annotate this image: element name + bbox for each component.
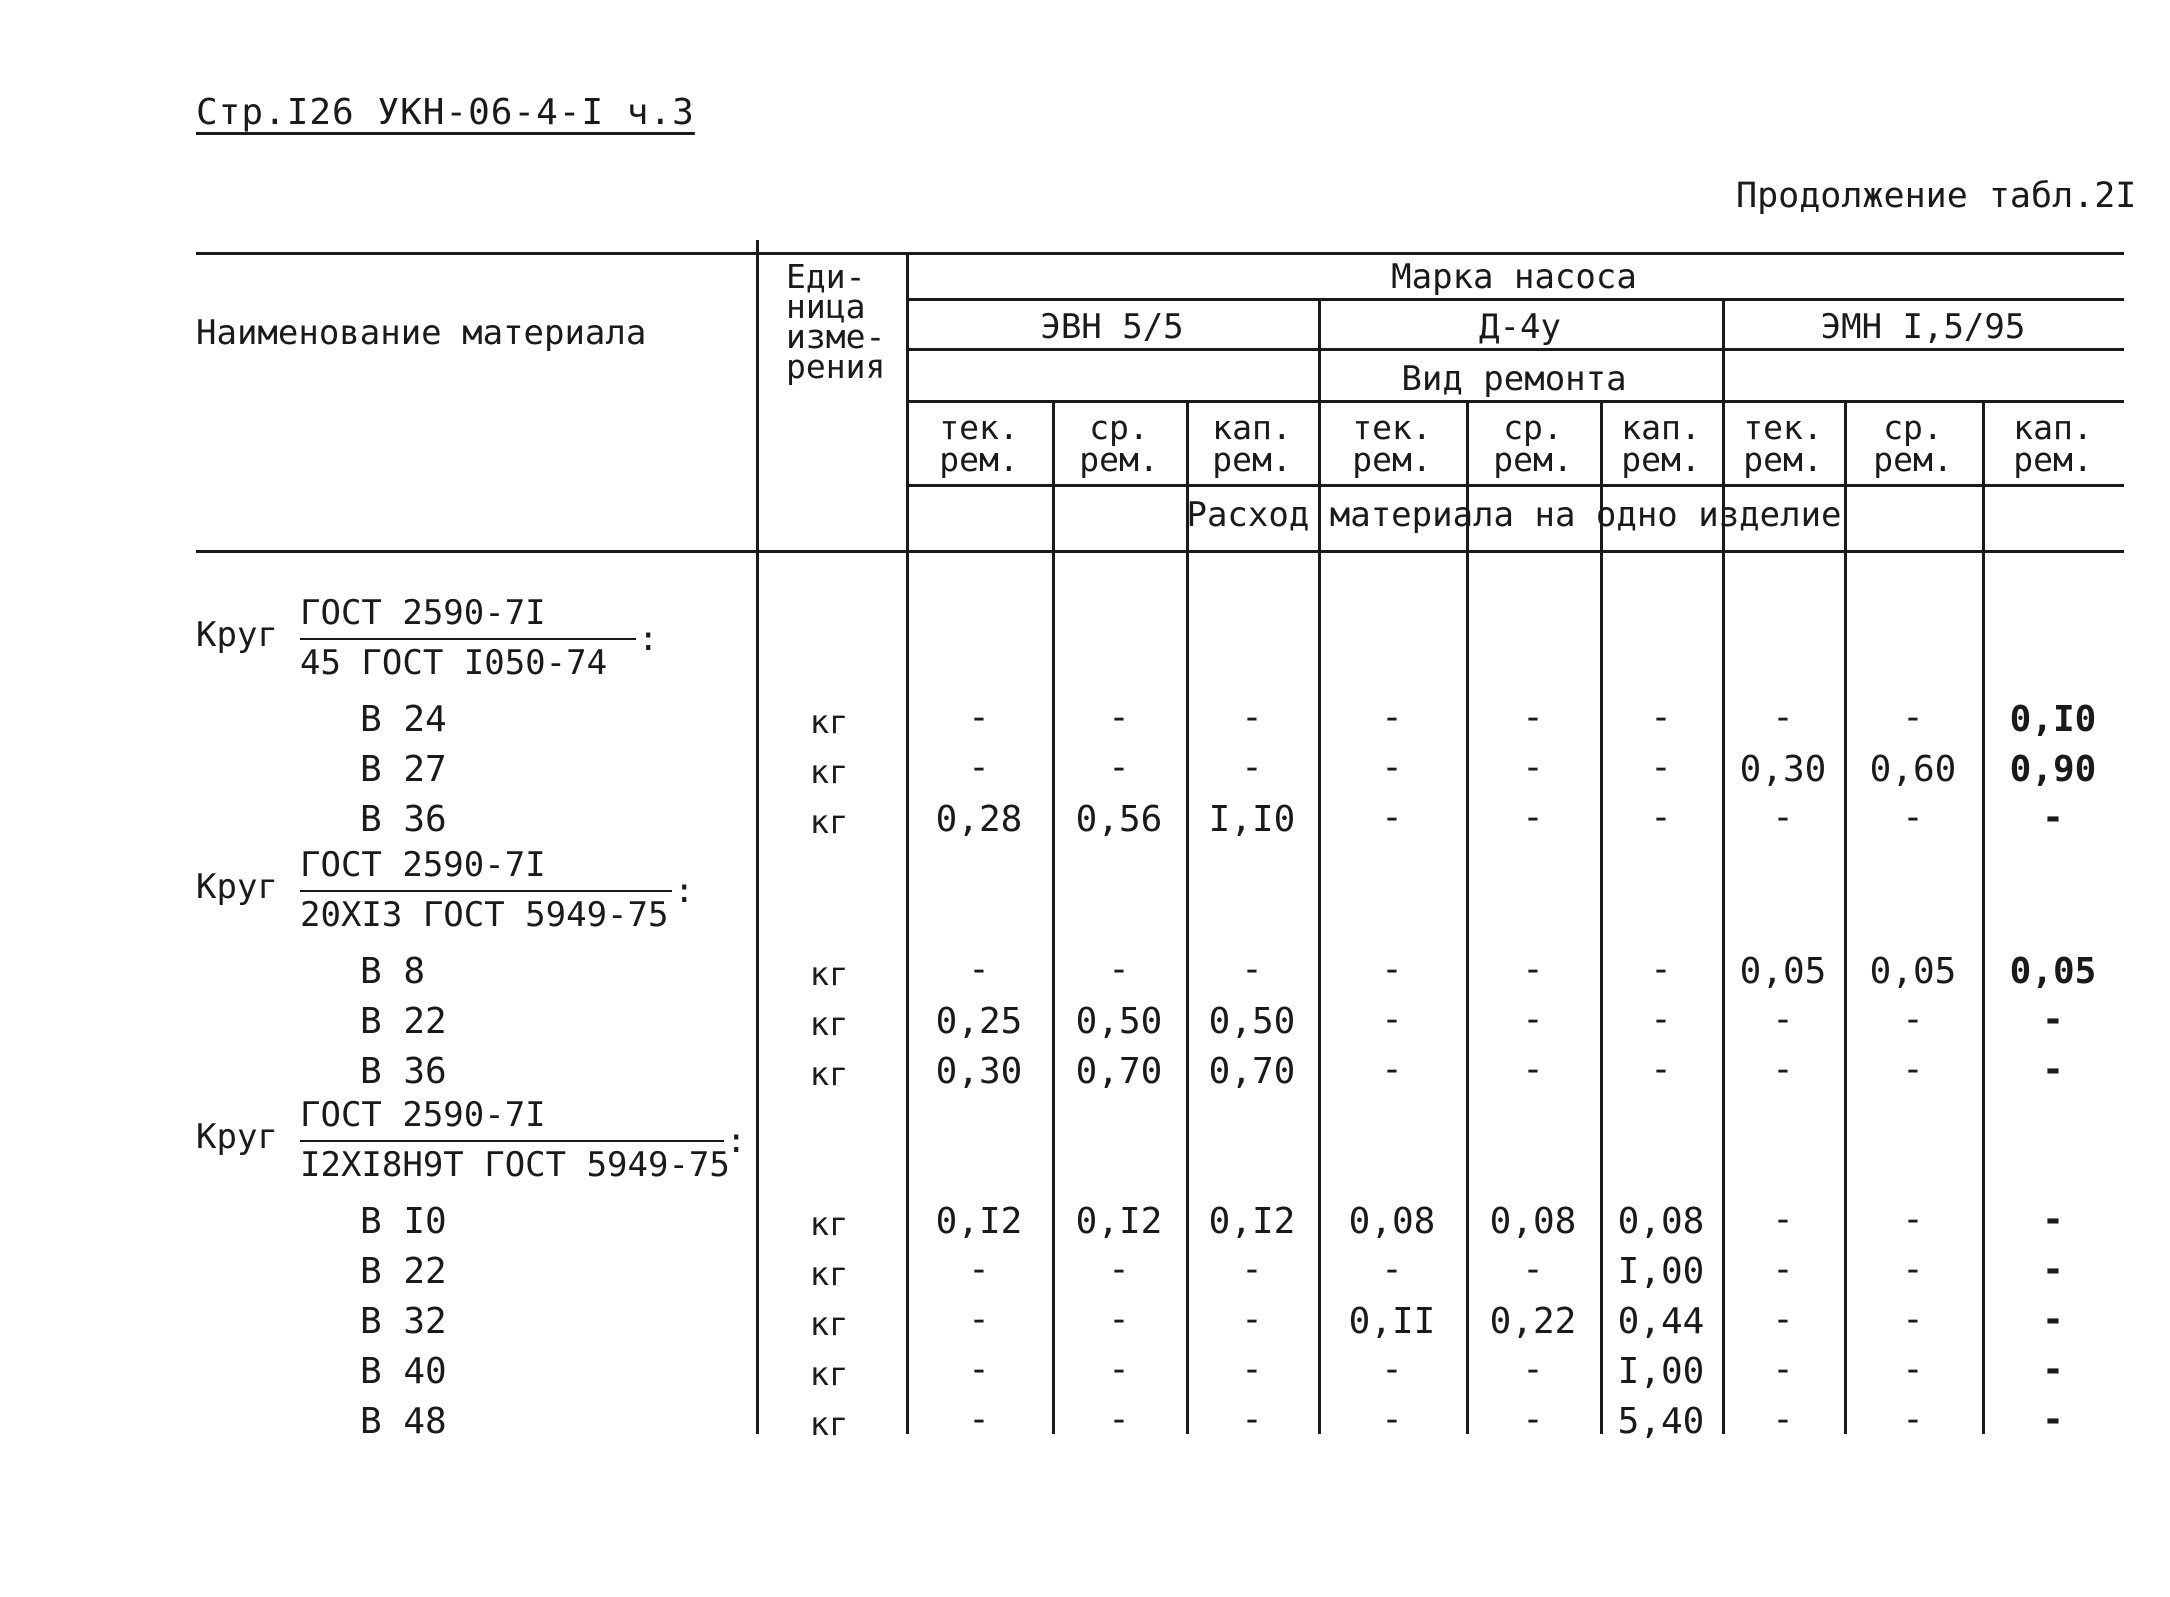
consumption-value: 0,08 (1489, 1201, 1577, 1242)
unit-header-line: Еди- (786, 257, 866, 296)
consumption-value: - (1650, 747, 1672, 788)
group-standard-numerator: ГОСТ 2590-7I (300, 593, 546, 633)
repair-column-header-line: ср. (1883, 408, 1943, 447)
consumption-value: 0,08 (1348, 1201, 1436, 1242)
consumption-value: - (1381, 1249, 1403, 1290)
group-label: Круг (196, 1117, 278, 1157)
repair-column-header-line: ср. (1089, 408, 1149, 447)
consumption-value: - (1902, 1399, 1924, 1440)
consumption-value: - (1241, 1399, 1263, 1440)
consumption-value: 0,30 (935, 1051, 1023, 1092)
consumption-value: - (1902, 797, 1924, 838)
repair-column-header (1052, 408, 1186, 479)
unit-value: кг (809, 1305, 849, 1343)
consumption-value: 0,30 (1739, 749, 1827, 790)
material-size: В I0 (360, 1201, 447, 1242)
repair-column-header-line: кап. (1621, 408, 1701, 447)
fraction-bar (300, 1140, 724, 1142)
consumption-value: - (1522, 1349, 1544, 1390)
consumption-value: - (1108, 1249, 1130, 1290)
consumption-value: 0,05 (1869, 951, 1957, 992)
consumption-value: - (2042, 1199, 2064, 1240)
consumption-value: - (1108, 697, 1130, 738)
consumption-value: 0,28 (935, 799, 1023, 840)
consumption-value: - (1522, 1399, 1544, 1440)
consumption-value: I,I0 (1208, 799, 1296, 840)
repair-column-header (1318, 408, 1466, 479)
consumption-value: - (1902, 1299, 1924, 1340)
consumption-value: - (1772, 797, 1794, 838)
consumption-value: 0,22 (1489, 1301, 1577, 1342)
consumption-value: - (1381, 1349, 1403, 1390)
consumption-value: - (1902, 697, 1924, 738)
unit-value: кг (809, 1255, 849, 1293)
group-standard-numerator: ГОСТ 2590-7I (300, 845, 546, 885)
unit-header-line: рения (786, 347, 886, 386)
group-standard-denominator: I2ХI8Н9Т ГОСТ 5949-75 (300, 1145, 730, 1185)
repair-column-header-line: ср. (1503, 408, 1563, 447)
consumption-value: - (1108, 747, 1130, 788)
repair-column-header-line: рем. (1352, 440, 1432, 479)
repair-column-header (1982, 408, 2124, 479)
consumption-value: - (1650, 1049, 1672, 1090)
consumption-value: - (968, 1299, 990, 1340)
repair-column-header-line: рем. (1493, 440, 1573, 479)
consumption-value: - (1522, 747, 1544, 788)
material-size: В 8 (360, 951, 426, 992)
consumption-value: - (1522, 1249, 1544, 1290)
pump-name-emn: ЭМН I,5/95 (1820, 307, 2026, 347)
pump-brand-header: Марка насоса (1391, 257, 1637, 297)
pump-name-rule (908, 348, 2124, 351)
consumption-value: 0,70 (1075, 1051, 1163, 1092)
consumption-value: - (1522, 797, 1544, 838)
consumption-value: - (1108, 1349, 1130, 1390)
material-size: В 24 (360, 699, 447, 740)
consumption-value: - (1241, 697, 1263, 738)
consumption-value: - (1522, 697, 1544, 738)
repair-column-header-line: рем. (2013, 440, 2093, 479)
pump-name-d4u: Д-4у (1479, 307, 1561, 347)
consumption-value: 5,40 (1617, 1401, 1705, 1442)
consumption-value: - (1650, 797, 1672, 838)
group-label: Круг (196, 615, 278, 655)
consumption-value: 0,25 (935, 1001, 1023, 1042)
material-size: В 22 (360, 1251, 447, 1292)
consumption-value: - (1902, 1049, 1924, 1090)
consumption-value: - (968, 949, 990, 990)
repair-column-header-line: рем. (939, 440, 1019, 479)
consumption-value: - (1772, 1249, 1794, 1290)
consumption-value: I,00 (1617, 1351, 1705, 1392)
repair-column-header-line: кап. (2013, 408, 2093, 447)
fraction-colon: : (638, 619, 659, 659)
consumption-value: - (1522, 1049, 1544, 1090)
consumption-value: 0,50 (1075, 1001, 1163, 1042)
unit-value: кг (809, 803, 849, 841)
consumption-value: 0,05 (2009, 951, 2097, 992)
consumption-value: - (1241, 747, 1263, 788)
consumption-value: - (2042, 1399, 2064, 1440)
repair-type-rule (908, 400, 2124, 403)
material-size: В 36 (360, 1051, 447, 1092)
unit-value: кг (809, 753, 849, 791)
consumption-value: - (1650, 949, 1672, 990)
unit-value: кг (809, 1405, 849, 1443)
group-standard-denominator: 20ХI3 ГОСТ 5949-75 (300, 895, 669, 935)
consumption-value: - (1772, 1049, 1794, 1090)
consumption-value: - (1381, 797, 1403, 838)
consumption-value: - (2042, 1349, 2064, 1390)
consumption-value: - (1772, 999, 1794, 1040)
repair-column-header (1466, 408, 1600, 479)
consumption-value: I,00 (1617, 1251, 1705, 1292)
consumption-value: 0,50 (1208, 1001, 1296, 1042)
repair-cols-rule (908, 484, 2124, 487)
consumption-value: - (1241, 949, 1263, 990)
group-standard-numerator: ГОСТ 2590-7I (300, 1095, 546, 1135)
repair-column-header (906, 408, 1052, 479)
fraction-colon: : (674, 871, 695, 911)
consumption-value: - (1108, 949, 1130, 990)
repair-column-header (1844, 408, 1982, 479)
unit-header-line: изме- (786, 317, 886, 356)
material-size: В 48 (360, 1401, 447, 1442)
table-top-rule (196, 252, 2124, 255)
consumption-value: - (968, 697, 990, 738)
consumption-value: - (1902, 999, 1924, 1040)
consumption-value: - (2042, 1299, 2064, 1340)
material-size: В 27 (360, 749, 447, 790)
consumption-value: - (1772, 1399, 1794, 1440)
unit-value: кг (809, 703, 849, 741)
repair-column-header (1722, 408, 1844, 479)
pump-name-evn: ЭВН 5/5 (1040, 307, 1184, 347)
consumption-value: - (1902, 1349, 1924, 1390)
consumption-value: 0,I2 (1208, 1201, 1296, 1242)
consumption-value: - (1381, 697, 1403, 738)
group-label: Круг (196, 867, 278, 907)
material-size: В 22 (360, 1001, 447, 1042)
consumption-value: - (1522, 999, 1544, 1040)
consumption-value: - (1108, 1399, 1130, 1440)
consumption-value: - (1241, 1249, 1263, 1290)
consumption-value: - (968, 1399, 990, 1440)
repair-column-header-line: тек. (1352, 408, 1432, 447)
fraction-bar (300, 890, 672, 892)
consumption-value: - (1522, 949, 1544, 990)
unit-value: кг (809, 1205, 849, 1243)
repair-column-header-line: рем. (1743, 440, 1823, 479)
consumption-value: - (2042, 999, 2064, 1040)
consumption-value: - (1772, 1199, 1794, 1240)
repair-column-header-line: рем. (1621, 440, 1701, 479)
repair-column-header-line: рем. (1873, 440, 1953, 479)
consumption-value: - (1381, 999, 1403, 1040)
consumption-value: - (968, 1349, 990, 1390)
fraction-colon: : (726, 1121, 747, 1161)
consumption-value: - (1381, 747, 1403, 788)
material-size: В 40 (360, 1351, 447, 1392)
repair-column-header (1186, 408, 1318, 479)
repair-column-header-line: рем. (1212, 440, 1292, 479)
table-continuation-label: Продолжение табл.2I (1736, 176, 2137, 216)
consumption-value: - (1902, 1199, 1924, 1240)
consumption-value: - (1381, 1049, 1403, 1090)
consumption-value: - (1241, 1299, 1263, 1340)
repair-column-header-line: тек. (939, 408, 1019, 447)
repair-column-header-line: рем. (1079, 440, 1159, 479)
group-standard-denominator: 45 ГОСТ I050-74 (300, 643, 608, 683)
consumption-value: 0,08 (1617, 1201, 1705, 1242)
header-bottom-rule (196, 550, 2124, 553)
consumption-value: 0,I0 (2009, 699, 2097, 740)
unit-value: кг (809, 1355, 849, 1393)
consumption-value: 0,II (1348, 1301, 1436, 1342)
repair-column-header (1600, 408, 1722, 479)
fraction-bar (300, 638, 636, 640)
repair-column-header-line: тек. (1743, 408, 1823, 447)
pump-brand-rule (908, 298, 2124, 301)
unit-header (786, 257, 886, 386)
unit-value: кг (809, 1055, 849, 1093)
consumption-value: - (968, 747, 990, 788)
name-unit-divider (756, 240, 759, 1434)
page-reference: Стр.I26 УКН-06-4-I ч.3 (196, 92, 695, 133)
consumption-value: - (2042, 1249, 2064, 1290)
consumption-value: 0,44 (1617, 1301, 1705, 1342)
consumption-value: - (1772, 1349, 1794, 1390)
consumption-value: - (1902, 1249, 1924, 1290)
repair-type-header: Вид ремонта (1401, 359, 1627, 399)
consumption-value: - (1772, 697, 1794, 738)
repair-column-header-line: кап. (1212, 408, 1292, 447)
consumption-value: 0,I2 (935, 1201, 1023, 1242)
consumption-value: 0,56 (1075, 799, 1163, 840)
consumption-value: 0,60 (1869, 749, 1957, 790)
consumption-value: 0,I2 (1075, 1201, 1163, 1242)
consumption-value: 0,70 (1208, 1051, 1296, 1092)
consumption-value: - (968, 1249, 990, 1290)
consumption-value: - (1381, 1399, 1403, 1440)
material-size: В 32 (360, 1301, 447, 1342)
consumption-value: - (2042, 797, 2064, 838)
unit-header-line: ница (786, 287, 866, 326)
consumption-value: 0,90 (2009, 749, 2097, 790)
consumption-value: 0,05 (1739, 951, 1827, 992)
material-name-header: Наименование материала (196, 313, 647, 353)
consumption-value: - (1650, 697, 1672, 738)
consumption-value: - (1381, 949, 1403, 990)
consumption-value: - (1241, 1349, 1263, 1390)
unit-value: кг (809, 955, 849, 993)
consumption-value: - (2042, 1049, 2064, 1090)
consumption-header: Расход материала на одно изделие (1186, 495, 1842, 535)
consumption-value: - (1772, 1299, 1794, 1340)
consumption-value: - (1108, 1299, 1130, 1340)
unit-value: кг (809, 1005, 849, 1043)
material-size: В 36 (360, 799, 447, 840)
consumption-value: - (1650, 999, 1672, 1040)
